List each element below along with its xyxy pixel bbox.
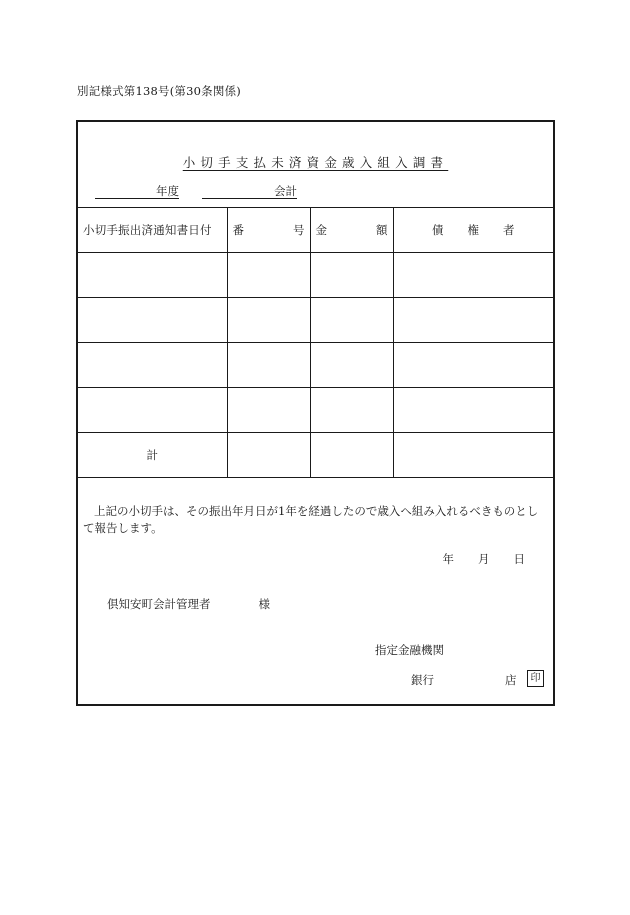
cell-amount[interactable]	[310, 253, 393, 298]
header-creditor: 債 権 者	[393, 208, 553, 253]
header-amount: 金 額	[310, 208, 393, 253]
form-title: 小切手支払未済資金歳入組入調書	[182, 155, 449, 170]
cell-number[interactable]	[227, 388, 310, 433]
cell-number[interactable]	[227, 298, 310, 343]
cell-creditor[interactable]	[393, 343, 553, 388]
cell-number[interactable]	[227, 343, 310, 388]
header-number: 番 号	[227, 208, 310, 253]
total-row	[78, 433, 553, 478]
report-statement: 上記の小切手は、その振出年月日が1年を経過したので歳入へ組み入れるべきものとして報告します。	[83, 504, 539, 535]
table-header-row	[78, 208, 553, 253]
fiscal-year-field[interactable]: 年度	[95, 183, 179, 199]
addressee	[107, 596, 270, 612]
cell-amount[interactable]	[310, 343, 393, 388]
date-year-label: 年	[442, 552, 454, 566]
cell-amount[interactable]	[310, 388, 393, 433]
bank-label: 銀行	[411, 673, 434, 687]
table-row	[78, 298, 553, 343]
total-label: 計	[78, 433, 227, 478]
table-row	[78, 253, 553, 298]
cell-amount[interactable]	[310, 298, 393, 343]
check-table	[78, 207, 553, 478]
table-row	[78, 343, 553, 388]
report-date	[419, 551, 526, 567]
table-row	[78, 388, 553, 433]
form-frame	[76, 120, 555, 706]
addressee-name: 倶知安町会計管理者	[107, 597, 211, 611]
cell-creditor[interactable]	[393, 388, 553, 433]
designated-bank-title: 指定金融機関	[375, 643, 444, 657]
account-field[interactable]: 会計	[202, 183, 297, 199]
total-creditor[interactable]	[393, 433, 553, 478]
total-number[interactable]	[227, 433, 310, 478]
header-notice-date: 小切手振出済通知書日付	[78, 208, 227, 253]
cell-date[interactable]	[78, 343, 227, 388]
cell-date[interactable]	[78, 388, 227, 433]
total-amount[interactable]	[310, 433, 393, 478]
form-number-label: 別記様式第138号(第30条関係)	[77, 84, 241, 98]
seal-mark: 印	[527, 670, 544, 687]
date-day-label: 日	[513, 552, 525, 566]
date-month-label: 月	[478, 552, 490, 566]
cell-creditor[interactable]	[393, 253, 553, 298]
cell-date[interactable]	[78, 253, 227, 298]
cell-creditor[interactable]	[393, 298, 553, 343]
honorific: 様	[258, 597, 270, 611]
branch-label: 店	[505, 673, 517, 687]
bank-signature-line	[411, 672, 543, 688]
cell-number[interactable]	[227, 253, 310, 298]
cell-date[interactable]	[78, 298, 227, 343]
